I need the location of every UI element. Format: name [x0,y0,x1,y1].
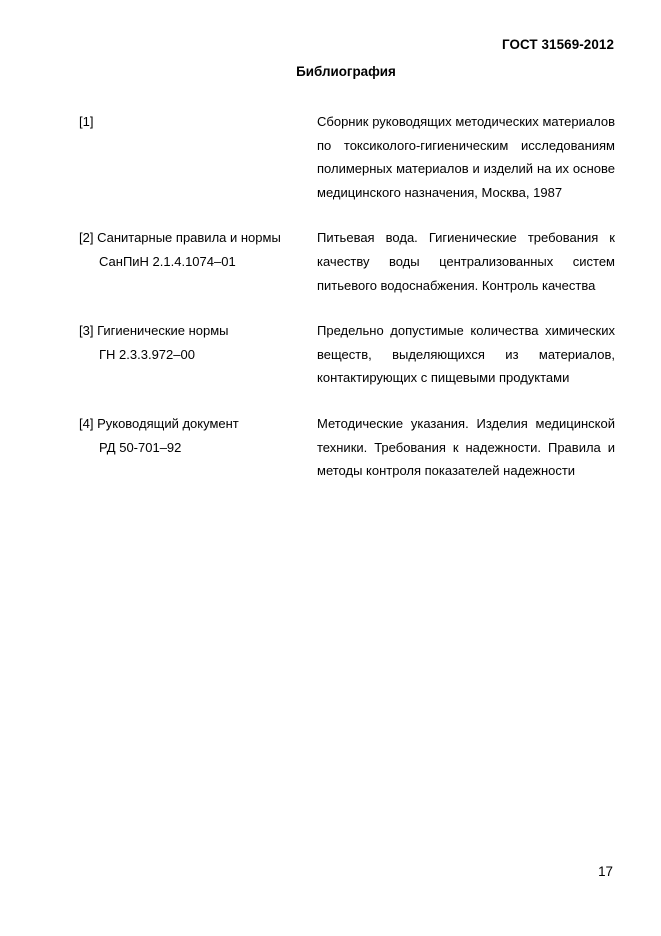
bibliography-list [79,110,615,483]
entry-reference-line1: [3] Гигиенические нормы [79,323,229,339]
bibliography-entry-4 [79,412,615,483]
entry-reference-line2: ГН 2.3.3.972–00 [99,346,195,362]
bibliography-entry-1 [79,110,615,204]
entry-reference-line1: [1] [79,114,94,129]
entry-reference-line2: РД 50-701–92 [99,439,182,455]
entry-reference-line1: [4] Руководящий документ [79,415,239,431]
entry-reference [79,412,311,483]
entry-reference-line2: СанПиН 2.1.4.1074–01 [99,253,236,269]
page-title: Библиография [296,64,396,79]
entry-reference [79,110,311,204]
entry-description: Предельно допустимые количества химических веществ, выделяющихся из материалов, контактирующих с пищевыми продуктами [317,323,615,386]
entry-description: Методические указания. Изделия медицинской техники. Требования к надежности. Правила и методы контроля показателей надежности [317,415,615,479]
page-number: 17 [598,864,613,879]
entry-description: Сборник руководящих методических материалов по токсиколого-гигиеническим исследованиям полимерных материалов и изделий на их основе медицинского назначения, Москва, 1987 [317,114,615,200]
entry-reference [79,226,311,297]
entry-reference [79,319,311,390]
entry-reference-line1: [2] Санитарные правила и нормы [79,230,281,246]
entry-description: Питьевая вода. Гигиенические требования к качеству воды централизованных систем питьевого водоснабжения. Контроль качества [317,230,615,293]
bibliography-entry-2 [79,226,615,297]
bibliography-entry-3 [79,319,615,390]
standard-number: ГОСТ 31569-2012 [501,37,614,52]
